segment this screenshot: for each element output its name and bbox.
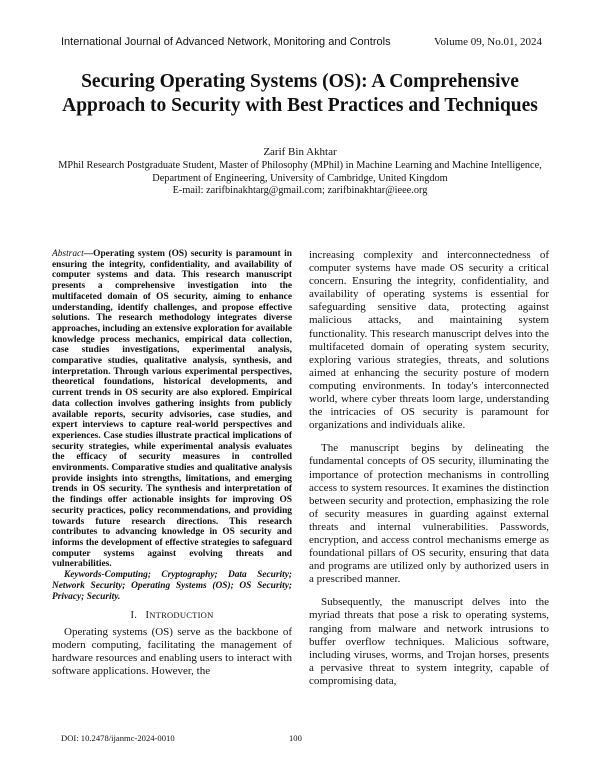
page-number: 100: [289, 733, 302, 743]
author-affiliation: MPhil Research Postgraduate Student, Master of Philosophy (MPhil) in Machine Learning and Machine Intelligence, Department of Engineering, University of Cambridge, United Kingdom: [58, 160, 542, 184]
body-paragraph: Subsequently, the manuscript delves into the myriad threats that pose a risk to operating systems, ranging from malware and network intrusions to buffer overflow techniques. Malicious software, including viruses, worms, and Trojan horses, presents a pervasive threat to system integrity, capable of compromising data,: [309, 596, 549, 687]
section-number: I.: [130, 610, 138, 622]
volume-info: Volume 09, No.01, 2024: [434, 36, 542, 48]
right-column: [309, 249, 549, 688]
author-block: [40, 146, 560, 198]
doi: DOI: 10.2478/ijanmc-2024-0010: [61, 733, 175, 743]
author-email: E-mail: zarifbinakhtarg@gmail.com; zarifbinakhtar@ieee.org: [172, 185, 428, 197]
journal-name: International Journal of Advanced Network, Monitoring and Controls: [61, 36, 391, 48]
abstract-label: Abstract: [52, 249, 84, 259]
body-paragraph: increasing complexity and interconnectedness of computer systems have made OS security a critical concern. Ensuring the integrity, confidentiality, and availability of operating systems is essential for safeguarding sensitive data, protecting against malicious attacks, and maintaining system functionality. This research manuscript delves into the multifaceted domain of operating system security, exploring various strategies, threats, and solutions aimed at enhancing the security posture of modern computing environments. In today's interconnected world, where cyber threats loom large, understanding the intricacies of OS security is paramount for organizations and individuals alike.: [309, 249, 549, 432]
abstract-text: —Operating system (OS) security is paramount in ensuring the integrity, confidentiality, and availability of computer systems and data. This research manuscript presents a comprehensive investigation into the multifaceted domain of OS security, aiming to enhance understanding, identify challenges, and propose effective solutions. The research methodology integrates diverse approaches, including an extensive exploration for available knowledge process mechanics, empirical data collection, case studies investigations, experimental analysis, comparative studies, qualitative analysis, synthesis, and interpretation. Through various experimental perspectives, theoretical foundations, historical developments, and current trends in OS security are also explored. Empirical data collection involves gathering insights from publicly available reports, security advisories, case studies, and expert interviews to capture real-world perspectives and experiences. Case studies illustrate practical implications of security strategies, while experimental analysis evaluates the efficacy of security measures in controlled environments. Comparative studies and qualitative analysis provide insights into strengths, limitations, and emerging trends in OS security. The synthesis and interpretation of the findings offer actionable insights for improving OS security practices, policy recommendations, and providing towards future research directions. This research contributes to advancing knowledge in OS security and informs the development of effective strategies to safeguard computer systems against evolving threats and vulnerabilities.: [52, 249, 292, 570]
section-title-rest: NTRODUCTION: [149, 610, 214, 621]
intro-paragraph: Operating systems (OS) serve as the backbone of modern computing, facilitating the management of hardware resources and enabling users to interact with software applications. However, the: [52, 626, 292, 678]
section-initial: I: [145, 610, 150, 622]
keywords: Keywords-Computing; Cryptography; Data Security; Network Security; Operating Systems (OS); OS Security; Privacy; Security.: [52, 570, 292, 602]
left-column: [52, 249, 292, 679]
author-name: Zarif Bin Akhtar: [263, 146, 337, 158]
abstract: [52, 249, 292, 570]
section-heading: [52, 610, 292, 621]
body-paragraph: The manuscript begins by delineating the fundamental concepts of OS security, illuminating the importance of protection mechanisms in controlling access to system resources. It examines the distinction between security and protection, emphasizing the role of security measures in guarding against external threats and internal vulnerabilities. Passwords, encryption, and access control mechanisms emerge as foundational pillars of OS security, ensuring that data and programs are utilized only by authorized users in a prescribed manner.: [309, 442, 549, 586]
paper-title: Securing Operating Systems (OS): A Comprehensive Approach to Security with Best Practices and Techniques: [62, 71, 538, 116]
